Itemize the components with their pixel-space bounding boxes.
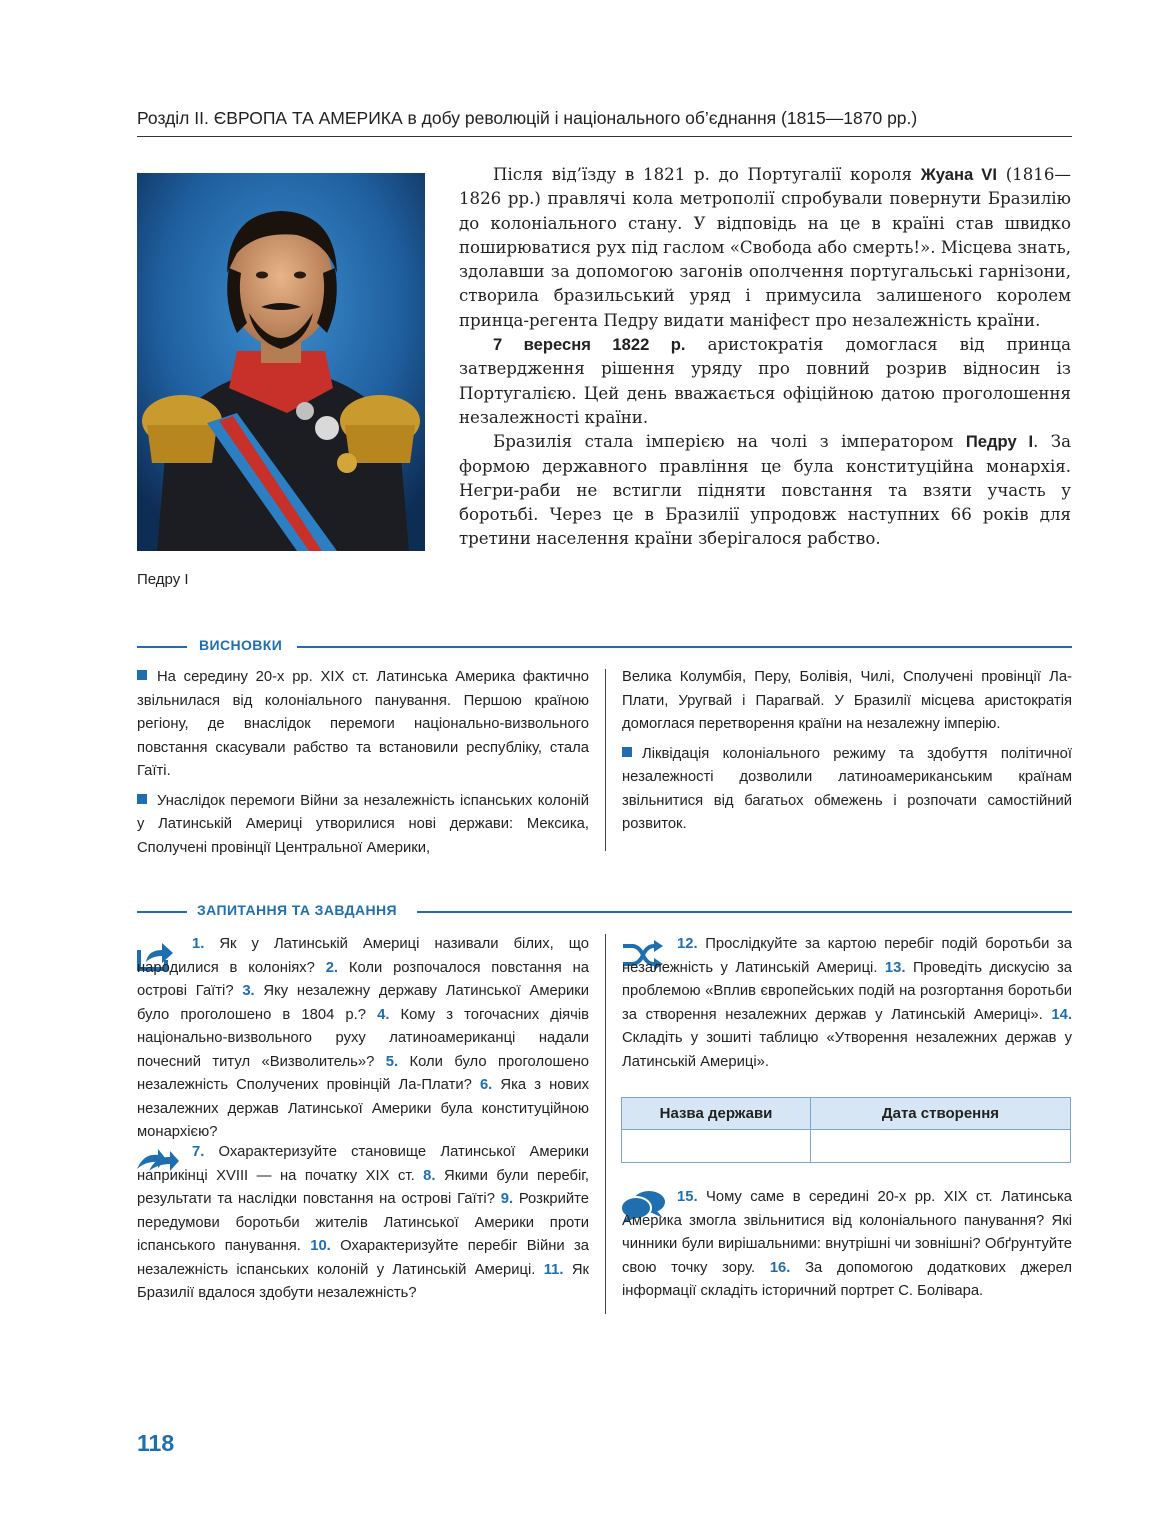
states-table bbox=[621, 1097, 1071, 1163]
table-header-date: Дата створення bbox=[811, 1098, 1071, 1130]
tasks-heading: ЗАПИТАННЯ ТА ЗАВДАННЯ bbox=[137, 902, 1072, 922]
conclusions-right: Велика Колумбія, Перу, Болівія, Чилі, Сполучені провінції Ла-Плати, Уругвай і Парагвай. У Бразилії місцева аристократія домоглася перетворення країни на незалежну імперію. Ліквідація колоніального режиму та здобуття політичної незалежності дозволили латиноамериканським країнам звільнитися від багатьох обмежень і розпочати самостійний розвиток. bbox=[622, 669, 1072, 832]
header-rule bbox=[137, 136, 1072, 137]
bullet-square-icon bbox=[137, 670, 147, 680]
bullet-square-icon bbox=[137, 794, 147, 804]
paragraph: Після від’їзду в 1821 р. до Португалії короля Жуана VI (1816—1826 рр.) правлячі кола метрополії спробували повернути Бразилію до колоніального стану. У відповідь на це в країні став швидко поширюватися рух під гаслом «Свобода або смерть!». Місцева знать, здолавши за допомогою загонів ополчення португальські гарнізони, створила бразильський уряд і примусила залишеного королем принца-регента Педру видати маніфест про незалежність країни. bbox=[459, 165, 1072, 330]
portrait-image bbox=[137, 173, 425, 551]
column-divider bbox=[605, 934, 606, 1314]
main-text bbox=[459, 163, 1071, 552]
tasks-right-1: 12. Прослідкуйте за картою перебіг подій боротьби за незалежність у Латинській Америці. 13. Проведіть дискусію за проблемою «Вплив європейських подій на розгортання боротьби за створення незалежних держав у Латинській Америці». 14. Складіть у зошиті таблицю «Утворення незалежних держав у Латинській Америці». bbox=[622, 936, 1072, 1070]
tasks-left-1: 1. Як у Латинській Америці називали білих, що народилися в колоніях? 2. Коли розпочалося повстання на острові Гаїті? 3. Яку незалежну державу Латинської Америки було проголошено в 1804 р.? 4. Кому з тогочасних діячів національно-визвольного руху латиноамериканці надали почесний титул «Визволитель»? 5. Коли було проголошено незалежність Сполучених провінцій Ла-Плати? 6. Яка з нових незалежних держав Латинської Америки була конституційною монархією? bbox=[137, 936, 590, 1140]
table-cell bbox=[811, 1130, 1071, 1163]
tasks-right-2: 15. Чому саме в середині 20-х рр. ХІХ ст. Латинська Америка змогла звільнитися від колоніального панування? Які чинники були вирішальними: внутрішні чи зовнішні? Обґрунтуйте свою точку зору. 16. За допомогою додаткових джерел інформації складіть історичний портрет С. Болівара. bbox=[622, 1189, 1072, 1299]
column-divider bbox=[605, 669, 606, 851]
paragraph: 7 вересня 1822 р. аристократія домоглася від принца затвердження рішення уряду про повний розрив відносин із Португалією. Цей день вважається офіційною датою проголошення незалежності країни. bbox=[459, 335, 1071, 427]
portrait-caption: Педру І bbox=[137, 571, 189, 588]
running-header: Розділ ІІ. ЄВРОПА ТА АМЕРИКА в добу революцій і національного об’єднання (1815—1870 рр.) bbox=[137, 108, 918, 128]
bullet-square-icon bbox=[622, 747, 632, 757]
conclusions-heading: ВИСНОВКИ bbox=[137, 637, 1072, 657]
conclusions-left: На середину 20-х рр. ХІХ ст. Латинська Америка фактично звільнилася від колоніального панування. Першою країною регіону, де внаслідок перемоги національно-визвольного повстання скасували рабство та встановили республіку, стала Гаїті. Унаслідок перемоги Війни за незалежність іспанських колоній у Латинській Америці утворилися нові держави: Мексика, Сполучені провінції Центральної Америки, bbox=[137, 669, 589, 856]
paragraph: Бразилія стала імперією на чолі з імператором Педру І. За формою державного правління це була конституційна монархія. Негри-раби не встигли підняти повстання та взяти участь у боротьбі. Через це в Бразилії упродовж наступних 66 років для третини населення країни зберігалося рабство. bbox=[459, 432, 1071, 549]
table-cell bbox=[622, 1130, 811, 1163]
page-number: 118 bbox=[137, 1430, 175, 1456]
table-header-state: Назва держави bbox=[622, 1098, 811, 1130]
tasks-left-2: 7. Охарактеризуйте становище Латинської Америки наприкінці XVIII — на початку ХІХ ст. 8. Якими були перебіг, результати та наслідки повстання на острові Гаїті? 9. Розкрийте передумови боротьби жителів Латинської Америки проти іспанського панування. 10. Охарактеризуйте перебіг Війни за незалежність іспанських колоній у Латинській Америці. 11. Як Бразилії вдалося здобути незалежність? bbox=[137, 1144, 589, 1301]
